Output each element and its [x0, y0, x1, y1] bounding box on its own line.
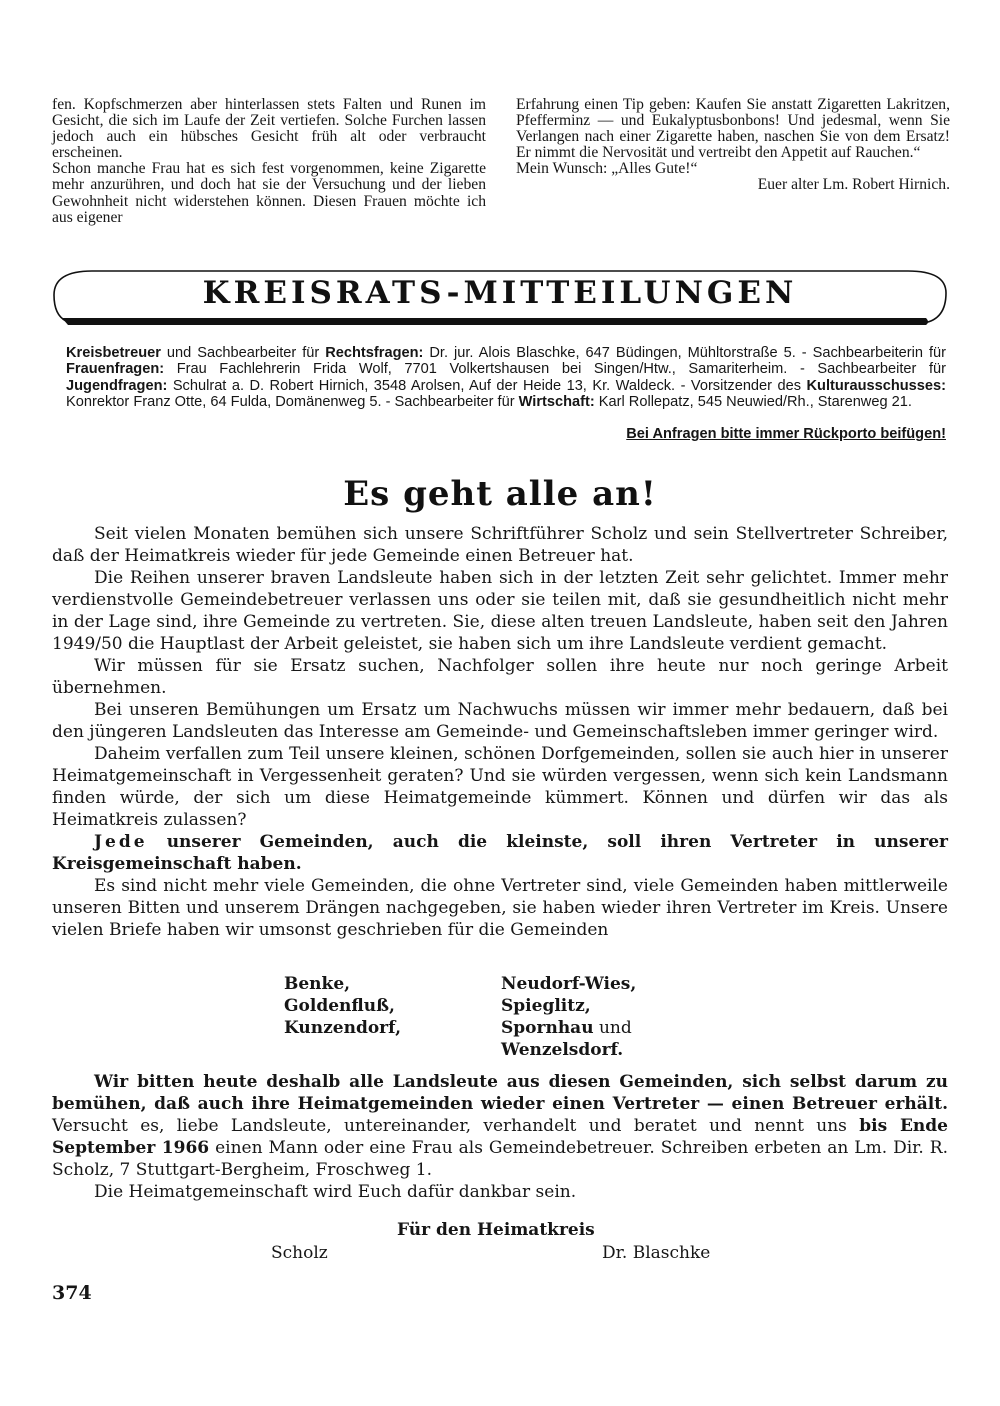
town-column-right — [501, 973, 636, 1061]
article-paragraph: Es sind nicht mehr viele Gemeinden, die ohne Vertreter sind, viele Gemeinden haben mittlerweile unseren Bitten und unserem Drängen nachgegeben, sie haben wieder ihren Vertreter im Kreis. Unsere vielen Briefe haben wir umsonst geschrieben für die Gemeinden — [52, 876, 948, 940]
page-number: 374 — [52, 1282, 92, 1304]
right-col-paragraph: Erfahrung einen Tip geben: Kaufen Sie anstatt Zigaretten Lakritzen, Pfefferminz — und Eukalyptusbonbons! Und jedesmal, wenn Sie Verlangen nach einer Zigarette haben, naschen Sie von dem Ersatz! Er nimmt die Nervosität und vertreibt den Appetit auf Rauchen.“ — [516, 96, 950, 162]
staff-label: Kulturausschusses: — [806, 377, 946, 394]
article-paragraph: Wir müssen für sie Ersatz suchen, Nachfolger sollen ihre heute nur noch geringe Arbeit übernehmen. — [52, 656, 948, 698]
town-name: Wenzelsdorf. — [501, 1040, 624, 1060]
town-name: Goldenfluß, — [284, 996, 395, 1016]
staff-label: Rechtsfragen: — [325, 345, 424, 361]
appeal-text-2: einen Mann oder eine Frau als Gemeindebetreuer. Schreiben erbeten an Lm. Dir. R. Scholz, 7 Stuttgart-Bergheim, Froschweg 1. — [52, 1138, 948, 1180]
appeal-text — [52, 1071, 948, 1181]
article-paragraph: Seit vielen Monaten bemühen sich unsere Schriftführer Scholz und sein Stellvertreter Schreiber, daß der Heimatkreis wieder für jede Gemeinde einen Betreuer hat. — [52, 524, 948, 566]
staff-text: Dr. jur. Alois Blaschke, 647 Büdingen, Mühltorstraße 5. - Sachbearbeiterin für — [423, 345, 947, 361]
letter-signature: Euer alter Lm. Robert Hirnich. — [757, 176, 950, 194]
staff-text: Schulrat a. D. Robert Hirnich, 3548 Arolsen, Auf der Heide 13, Kr. Waldeck. - Vorsitzender des — [167, 377, 807, 394]
town-name-row — [501, 1017, 636, 1039]
thanks-line: Die Heimatgemeinschaft wird Euch dafür dankbar sein. — [94, 1182, 577, 1202]
emphasis-word: Jede — [94, 832, 148, 852]
staff-contacts — [66, 345, 947, 442]
staff-text: und Sachbearbeiter für — [160, 345, 326, 361]
article-emphasis — [52, 831, 948, 875]
right-col-paragraph: Mein Wunsch: „Alles Gute!“ — [516, 160, 698, 178]
staff-text: Konrektor Franz Otte, 64 Fulda, Domänenweg 5. - Sachbearbeiter für — [66, 393, 519, 410]
town-name: Kunzendorf, — [284, 1018, 401, 1038]
signer-left: Scholz — [271, 1243, 328, 1263]
staff-text: Karl Rollepatz, 545 Neuwied/Rh., Starenweg 21. — [594, 393, 912, 410]
town-name: Spornhau — [501, 1018, 594, 1038]
emphasis-rest: unserer Gemeinden, auch die kleinste, soll ihren Vertreter in unserer Kreisgemeinschaft haben. — [52, 832, 948, 874]
town-column-left — [284, 973, 401, 1039]
section-banner — [52, 269, 948, 326]
for-label: Für den Heimatkreis — [397, 1220, 595, 1240]
left-column — [52, 97, 486, 226]
return-postage-note: Bei Anfragen bitte immer Rückporto beifügen! — [626, 426, 946, 442]
appeal-text-1: Versucht es, liebe Landsleute, untereinander, verhandelt und beratet und nennt uns — [52, 1116, 860, 1136]
left-col-paragraph: fen. Kopfschmerzen aber hinterlassen stets Falten und Runen im Gesicht, die sich im Laufe der Zeit vertiefen. Solche Furchen lassen jedoch auch ein hübsches Gesicht früh alt oder verbraucht erscheinen. — [52, 96, 486, 162]
staff-label: Kreisbetreuer — [66, 345, 161, 361]
staff-label: Frauenfragen: — [66, 361, 165, 378]
article-body — [52, 523, 948, 941]
article-headline: Es geht alle an! — [343, 474, 657, 514]
town-and: und — [593, 1018, 632, 1038]
right-column — [516, 97, 950, 194]
banner-title: KREISRATS-MITTEILUNGEN — [202, 275, 798, 311]
staff-label: Wirtschaft: — [518, 393, 595, 410]
signer-right: Dr. Blaschke — [602, 1243, 711, 1263]
left-col-paragraph: Schon manche Frau hat es sich fest vorgenommen, keine Zigarette mehr anzurühren, und doch hat sie der Versuchung und der lieben Gewohnheit nicht widerstehen können. Diesen Frauen möchte ich aus eigener — [52, 160, 486, 226]
staff-text: Frau Fachlehrerin Frida Wolf, 7701 Volkertshausen bei Singen/Htw., Samariterheim. - Sachbearbeiter für — [164, 361, 946, 378]
article-paragraph: Bei unseren Bemühungen um Ersatz um Nachwuchs müssen wir immer mehr bedauern, daß bei den jüngeren Landsleuten das Interesse am Gemeinde- und Gemeinschaftsleben immer geringer wird. — [52, 700, 948, 742]
appeal-paragraph — [52, 1071, 948, 1203]
appeal-bold: Wir bitten heute deshalb alle Landsleute aus diesen Gemeinden, sich selbst darum zu bemühen, daß auch ihre Heimatgemeinden wieder einen Vertreter — einen Betreuer erhält. — [52, 1072, 948, 1114]
town-name: Benke, — [284, 974, 351, 994]
town-name: Neudorf-Wies, — [501, 974, 637, 994]
article-paragraph: Daheim verfallen zum Teil unsere kleinen, schönen Dorfgemeinden, sollen sie auch hier in unserer Heimatgemeinschaft in Vergessenheit geraten? Und sie würden vergessen, wenn sich kein Landsmann finden würde, der sich um diese Heimatgemeinde kümmert. Können und dürfen wir das als Heimatkreis zulassen? — [52, 744, 948, 830]
article-paragraph: Die Reihen unserer braven Landsleute haben sich in der letzten Zeit sehr gelichtet. Immer mehr verdienstvolle Gemeindebetreuer verlassen uns oder sie teilen mit, daß sie gesundheitlich nicht mehr in der Lage sind, ihre Gemeinde zu vertreten. Sie, diese alten treuen Landsleute, haben seit den Jahren 1949/50 die Hauptlast der Arbeit geleistet, sie haben sich um ihre Landsleute verdient gemacht. — [52, 568, 948, 654]
staff-label: Jugendfragen: — [66, 377, 168, 394]
appeal-deadline: bis Ende September 1966 — [52, 1116, 948, 1158]
town-name: Spieglitz, — [501, 996, 591, 1016]
